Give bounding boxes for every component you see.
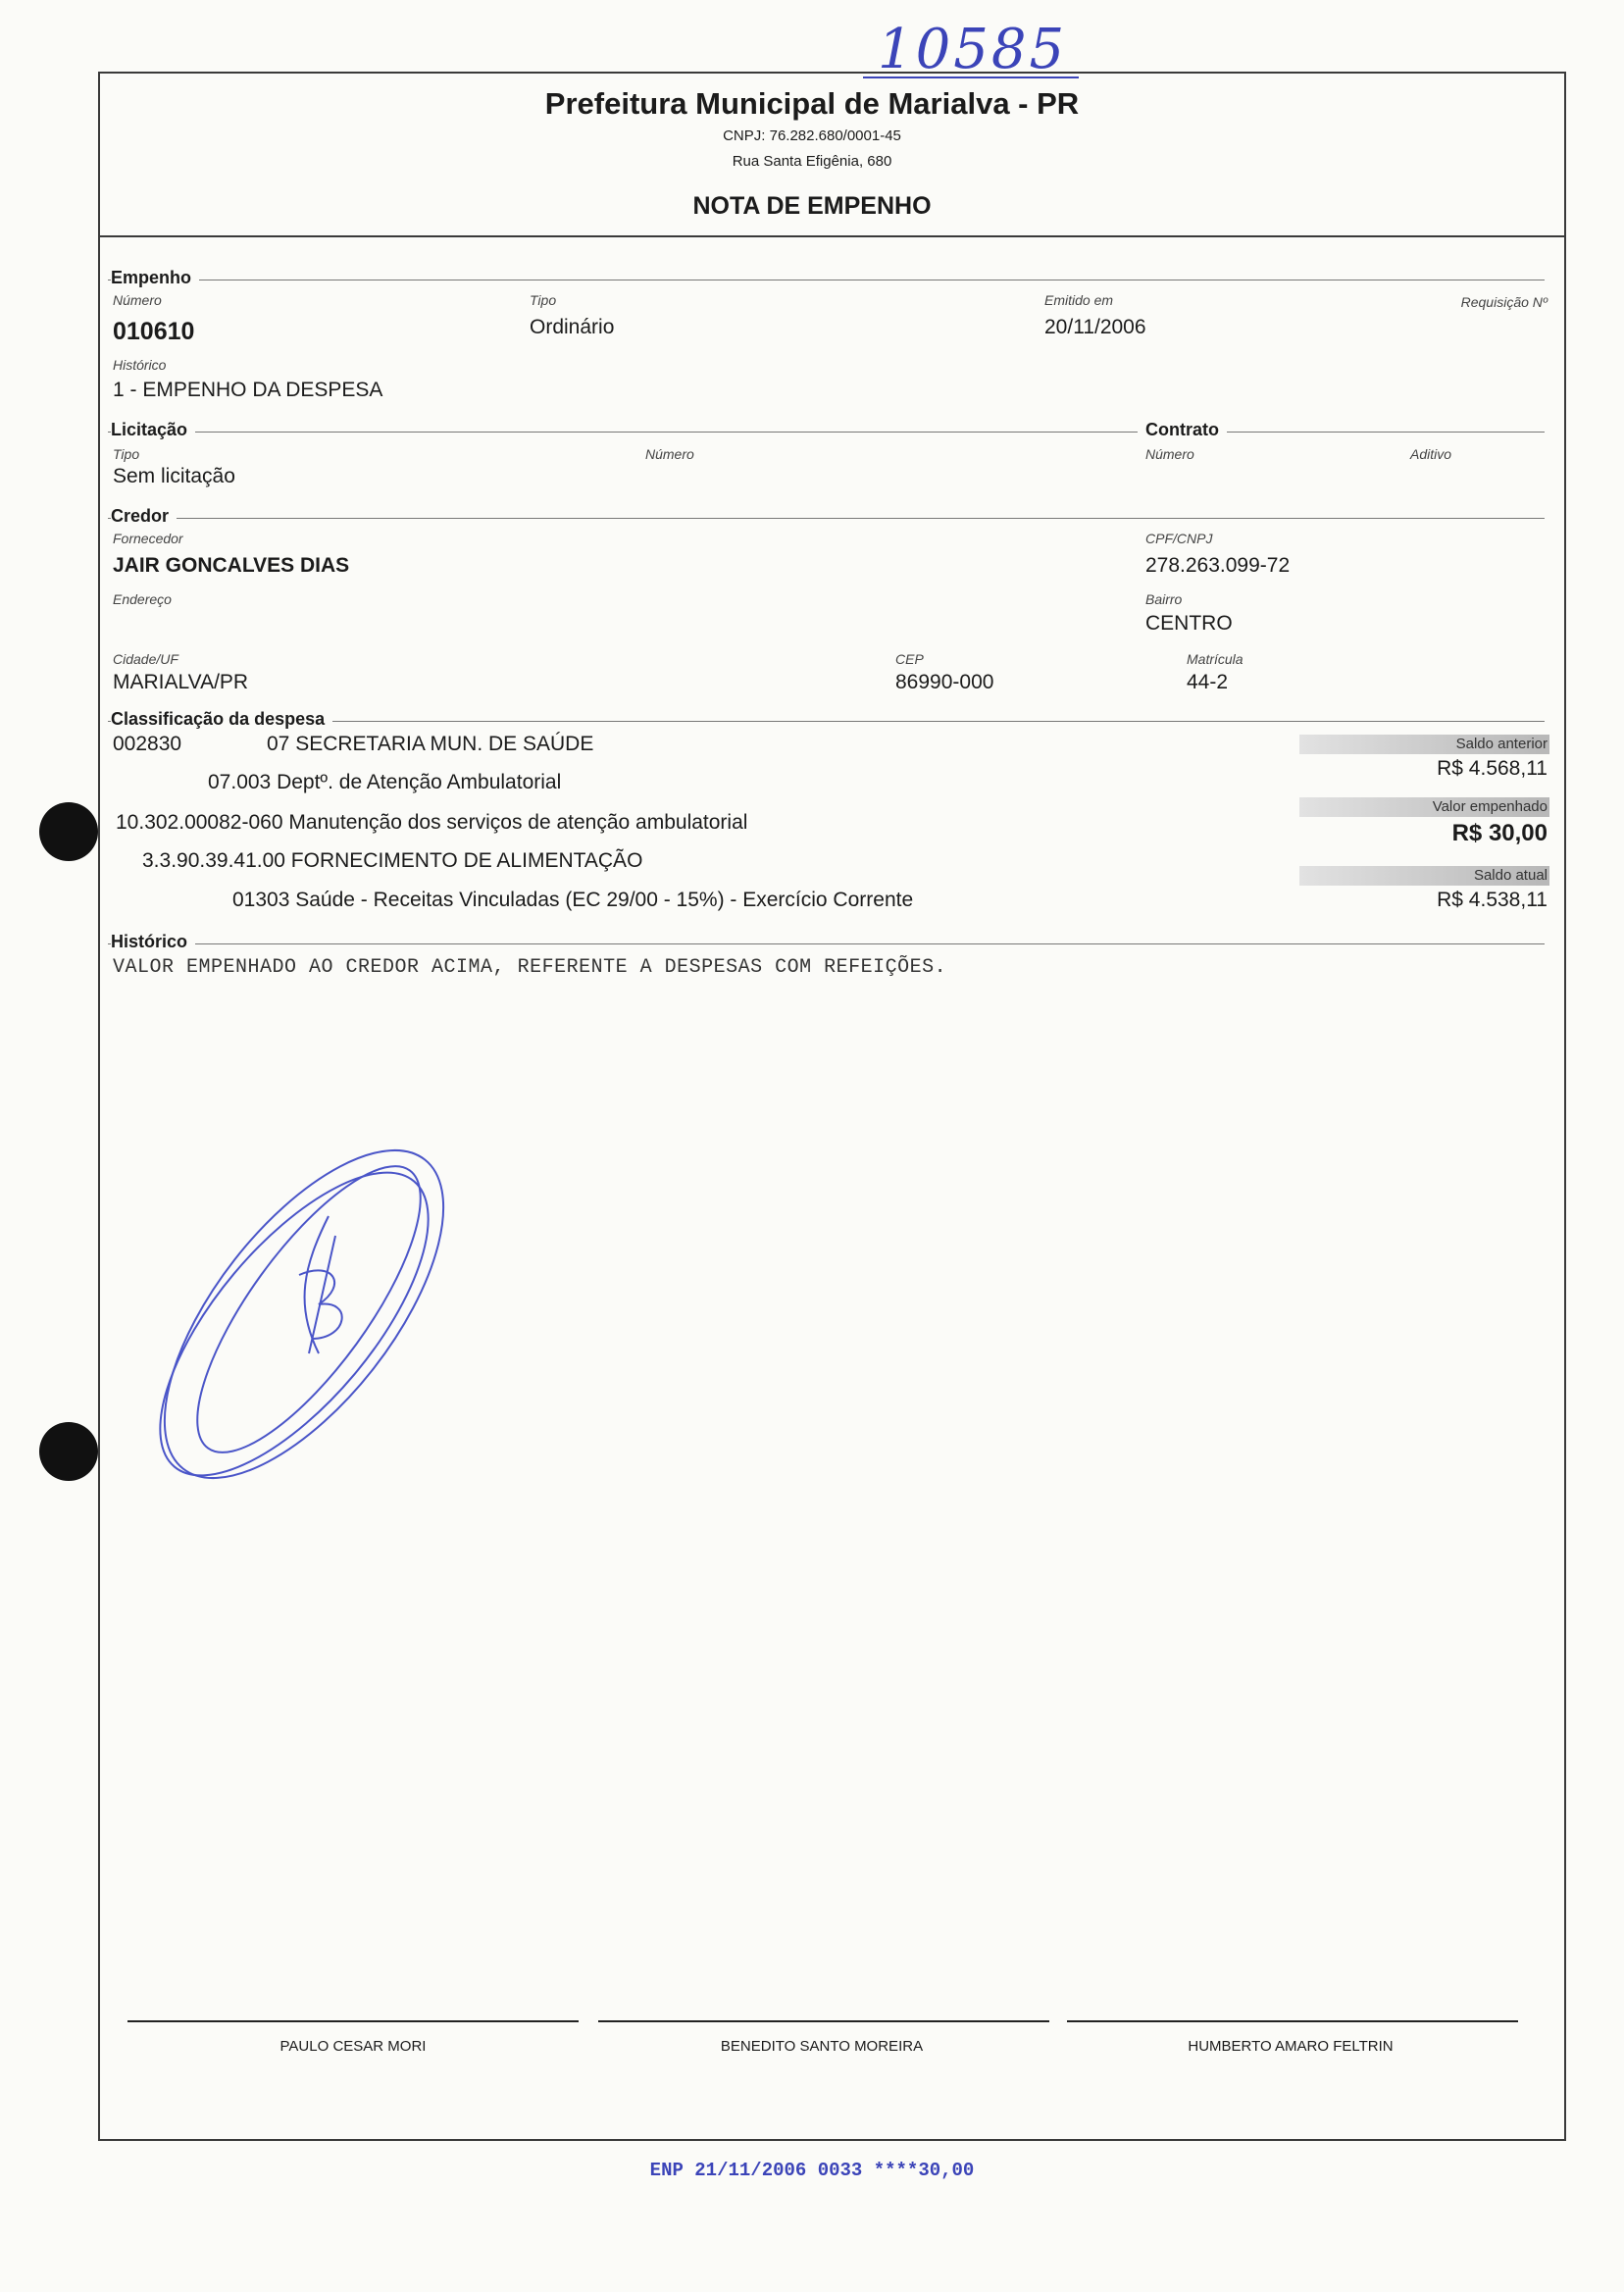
bairro-label: Bairro [1145,591,1183,607]
historico-rule [108,943,1545,944]
saldo-atual-label: Saldo atual [1473,867,1548,884]
cpf-label: CPF/CNPJ [1145,531,1213,546]
handwritten-number: 10585 [878,18,1068,81]
credor-fornecedor: JAIR GONCALVES DIAS [113,554,350,577]
cidade-label: Cidade/UF [113,651,178,667]
signature-name-3: HUMBERTO AMARO FELTRIN [1188,2038,1394,2055]
credor-cep: 86990-000 [895,671,994,693]
requisicao-label: Requisição Nº [1460,294,1548,310]
credor-bairro: CENTRO [1145,612,1233,635]
contrato-aditivo-label: Aditivo [1410,446,1452,462]
document-title: NOTA DE EMPENHO [692,192,932,220]
empenho-historico: 1 - EMPENHO DA DESPESA [113,379,383,401]
signature-name-2: BENEDITO SANTO MOREIRA [720,2038,924,2055]
classificacao-elemento: 3.3.90.39.41.00 FORNECIMENTO DE ALIMENTAÇÃO [142,849,643,872]
classificacao-secretaria: 07 SECRETARIA MUN. DE SAÚDE [267,733,594,755]
credor-rule [108,518,1545,519]
historico-text: VALOR EMPENHADO AO CREDOR ACIMA, REFERENTE A DESPESAS COM REFEIÇÕES. [113,956,947,979]
fornecedor-label: Fornecedor [113,531,183,546]
empenho-emitido: 20/11/2006 [1044,316,1146,338]
matricula-label: Matrícula [1187,651,1243,667]
classificacao-fonte: 01303 Saúde - Receitas Vinculadas (EC 29/00 - 15%) - Exercício Corrente [232,889,914,911]
header-divider [98,235,1566,237]
valor-empenhado-label: Valor empenhado [1432,798,1548,815]
licitacao-numero-label: Número [645,446,694,462]
signature-line-2 [598,2020,1049,2022]
section-historico: Histórico [111,932,195,952]
credor-cpf: 278.263.099-72 [1145,554,1291,577]
endereco-label: Endereço [113,591,172,607]
classificacao-programa: 10.302.00082-060 Manutenção dos serviços de atenção ambulatorial [116,811,748,834]
saldo-atual-value: R$ 4.538,11 [1437,889,1548,911]
section-classificacao: Classificação da despesa [111,709,332,730]
empenho-numero: 010610 [113,318,195,345]
tipo-label: Tipo [530,292,557,308]
signature-line-1 [127,2020,579,2022]
saldo-anterior-label: Saldo anterior [1455,736,1548,752]
cep-label: CEP [895,651,924,667]
licitacao-tipo: Sem licitação [113,465,235,487]
saldo-anterior-value: R$ 4.568,11 [1437,757,1548,780]
section-licitacao: Licitação [111,420,195,440]
section-contrato: Contrato [1138,420,1227,440]
punch-hole-top [39,802,98,861]
signature-name-1: PAULO CESAR MORI [279,2038,427,2055]
valor-empenhado-value: R$ 30,00 [1451,820,1548,846]
classificacao-code: 002830 [113,733,182,755]
numero-label: Número [113,292,162,308]
header-cnpj: CNPJ: 76.282.680/0001-45 [723,127,901,144]
classificacao-departamento: 07.003 Deptº. de Atenção Ambulatorial [208,771,562,793]
header-title: Prefeitura Municipal de Marialva - PR [544,86,1080,121]
handwritten-signature [108,1128,500,1491]
credor-matricula: 44-2 [1187,671,1229,693]
licitacao-tipo-label: Tipo [113,446,140,462]
punch-hole-bottom [39,1422,98,1481]
contrato-numero-label: Número [1145,446,1194,462]
footer-stamp: ENP 21/11/2006 0033 ****30,00 [649,2160,975,2181]
emitido-label: Emitido em [1044,292,1114,308]
header-address: Rua Santa Efigênia, 680 [732,153,892,170]
empenho-tipo: Ordinário [530,316,615,338]
credor-cidade: MARIALVA/PR [113,671,249,693]
licitacao-rule [108,432,1545,433]
section-empenho: Empenho [111,268,199,288]
section-credor: Credor [111,506,177,527]
signature-line-3 [1067,2020,1518,2022]
historico-empenho-label: Histórico [113,357,167,373]
